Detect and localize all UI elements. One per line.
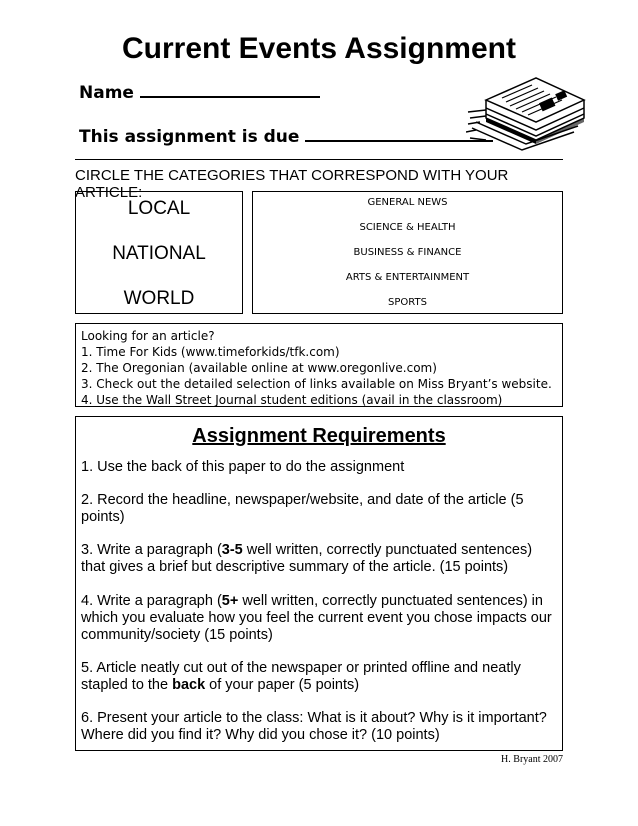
requirement-5 [81,660,559,694]
requirement-emphasis: back [172,677,206,693]
due-label: This assignment is due [79,127,300,147]
due-line [79,122,493,147]
page-title: Current Events Assignment [122,32,516,65]
geo-category-box [75,191,243,314]
category-sports[interactable]: SPORTS [388,297,427,308]
requirements-box [75,416,563,751]
requirement-6: 6. Present your article to the class: What is it about? Why is it important? Where did you find it? Why did you chose it? (10 points) [81,710,547,743]
source-item: 3. Check out the detailed selection of links available on Miss Bryant’s website. [81,377,552,391]
sources-heading: Looking for an article? [81,329,215,343]
requirement-text: of your paper (5 points) [205,677,360,693]
requirement-text: well written, correctly punctuated sentences) in which you evaluate how you feel the current event you chose impacts our community/society (15 points) [81,593,552,643]
category-local[interactable]: LOCAL [127,198,191,219]
requirement-emphasis: 5+ [221,593,239,609]
section-category-box [252,191,563,314]
requirement-4 [81,593,559,644]
instruction-text: CIRCLE THE CATEGORIES THAT CORRESPOND WITH YOUR ARTICLE: [75,167,509,201]
category-arts-entertainment[interactable]: ARTS & ENTERTAINMENT [345,272,470,283]
source-item: 4. Use the Wall Street Journal student editions (avail in the classroom) [81,393,503,407]
requirement-emphasis: 3-5 [221,542,243,558]
requirement-text: 5. Article neatly cut out of the newspaper or printed offline and neatly stapled to the [81,660,521,693]
requirement-text: well written, correctly punctuated sentences) that gives a brief but descriptive summary of the article. (15 points) [81,542,533,575]
requirement-text: 3. Write a paragraph ( [81,542,222,558]
author-credit: H. Bryant 2007 [501,754,563,765]
newspaper-stack-icon [466,70,592,156]
requirements-title: Assignment Requirements [192,425,446,447]
name-label: Name [79,83,134,103]
name-blank [140,78,320,98]
name-line [79,78,320,103]
article-sources-box [75,323,563,407]
category-general-news[interactable]: GENERAL NEWS [367,197,448,208]
category-science-health[interactable]: SCIENCE & HEALTH [359,222,456,233]
requirement-2: 2. Record the headline, newspaper/website, and date of the article (5 points) [81,492,524,525]
category-national[interactable]: NATIONAL [112,243,206,264]
category-business-finance[interactable]: BUSINESS & FINANCE [353,247,462,258]
requirement-1: 1. Use the back of this paper to do the assignment [81,459,405,475]
divider-line [75,159,563,160]
requirement-3 [81,542,559,576]
source-item: 2. The Oregonian (available online at www.oregonlive.com) [81,361,437,375]
category-world[interactable]: WORLD [123,288,195,309]
requirement-text: 4. Write a paragraph ( [81,593,222,609]
source-item: 1. Time For Kids (www.timeforkids/tfk.com) [81,345,340,359]
